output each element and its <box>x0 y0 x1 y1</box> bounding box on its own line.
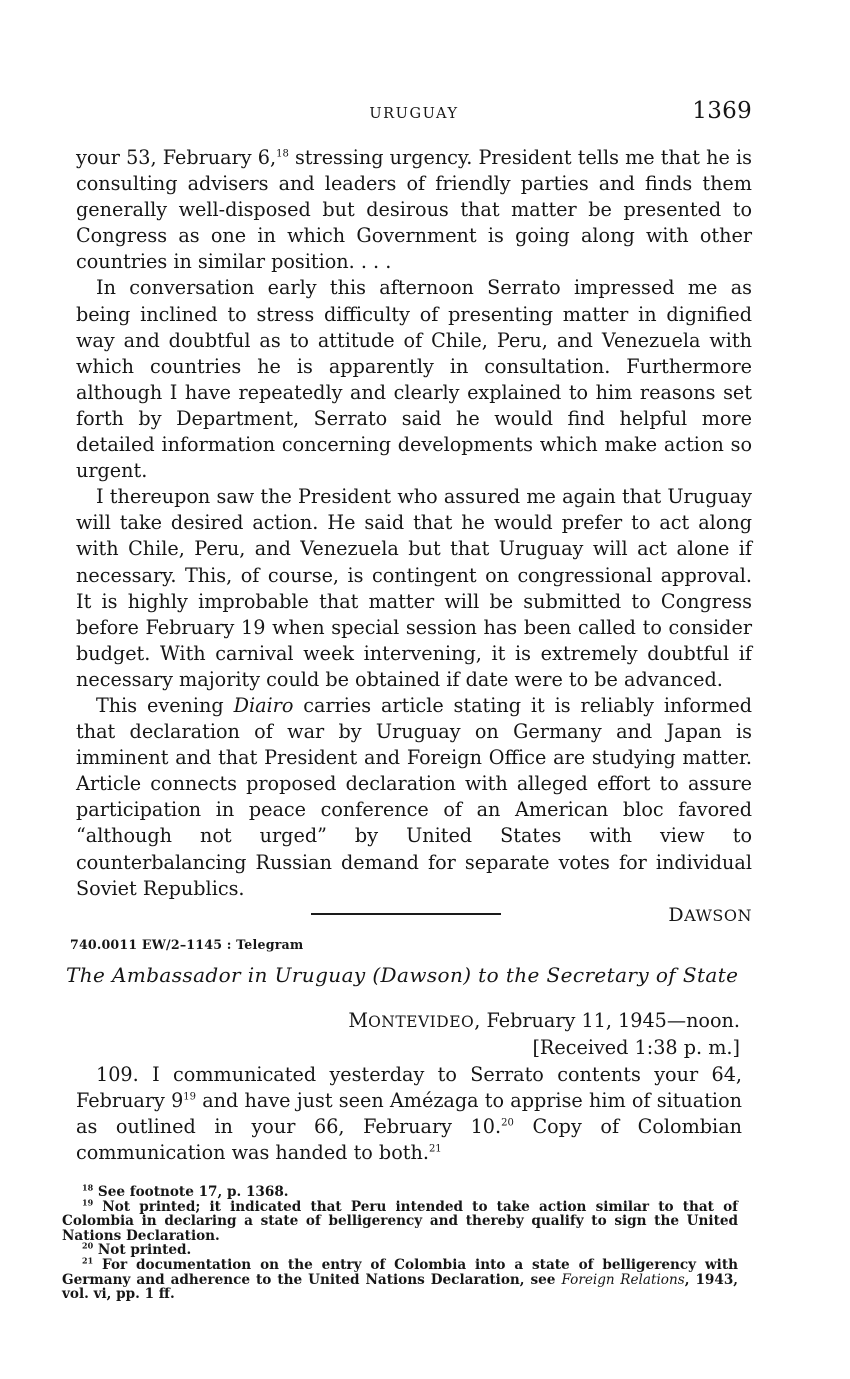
footnote-ref-19: 19 <box>183 1091 197 1103</box>
footnote-18-text: See footnote 17, p. 1368. <box>97 1184 289 1200</box>
footnote-19-text: Not printed; it indicated that Peru intended to take action similar to that of Colombia in declaring a state of belligerency and thereby qualify to sign the United Nations Declaration. <box>62 1198 738 1244</box>
paragraph-3: I thereupon saw the President who assured me again that Uruguay will take desired action. He said that he would prefer to act along with Chile, Peru, and Venezuela but that Uruguay will act alone if necessary. This, of course, is contingent on congressional approval. It is highly improbable that matter will be submitted to Congress before February 19 when special session has been called to consider budget. With carnival week intervening, it is extremely doubtful if necessary majority could be obtained if date were to be advanced. <box>76 485 752 691</box>
footnote-18 <box>62 1182 738 1200</box>
paragraph-4-text-b: carries article stating it is reliably informed that declaration of war by Uruguay on Germany and Japan is imminent and that President and Foreign Office are studying matter. Article connects proposed declaration with alleged effort to assure participation in peace conference of an American bloc favored “although not urged” by United States with view to counterbalancing Russian demand for separate votes for individual Soviet Republics. <box>76 693 752 900</box>
paragraph-1-text-a: your 53, February 6, <box>76 146 277 169</box>
section-divider <box>311 913 501 915</box>
paragraph-1 <box>76 145 752 275</box>
telegram-heading: The Ambassador in Uruguay (Dawson) to the Secretary of State <box>66 963 739 987</box>
footnote-ref-18: 18 <box>276 148 289 160</box>
running-head <box>76 98 752 132</box>
footnote-21 <box>62 1255 739 1303</box>
footnote-ref-20: 20 <box>501 1117 514 1129</box>
footnote-19-number: 19 <box>82 1197 94 1208</box>
dateline-city-rest: ONTEVIDEO <box>368 1013 475 1031</box>
footnote-ref-21: 21 <box>428 1143 442 1155</box>
footnote-20-text: Not printed. <box>97 1242 192 1259</box>
page-number: 1369 <box>692 98 752 124</box>
running-head-title: URUGUAY <box>369 106 459 122</box>
footnote-19 <box>62 1197 738 1244</box>
footnote-20 <box>62 1240 738 1259</box>
telegram-2-text-c: Copy of Colombian communication was handed to both. <box>76 1115 742 1165</box>
signature-initial: D <box>668 903 685 926</box>
telegram-1-body <box>76 145 752 929</box>
footnote-20-number: 20 <box>82 1240 94 1251</box>
dateline <box>348 1008 740 1061</box>
dateline-date: , February 11, 1945—noon. <box>474 1009 740 1032</box>
telegram-2-text-a: 109. I communicated yesterday to Serrato contents your 64, February 9 <box>76 1063 742 1113</box>
signature-rest: AWSON <box>684 905 752 925</box>
dateline-place-date <box>348 1008 740 1035</box>
dateline-received: [Received 1:38 p. m.] <box>532 1036 740 1059</box>
paragraph-4-text-a: This evening <box>96 693 234 717</box>
footnote-21-publication: Foreign Relations <box>561 1271 685 1288</box>
file-code: 740.0011 EW/2–1145 : Telegram <box>70 937 304 952</box>
paragraph-4 <box>76 693 752 902</box>
footnote-21-number: 21 <box>82 1255 94 1266</box>
paragraph-1-text-b: stressing urgency. President tells me that he is consulting advisers and leaders of friendly parties and finds them generally well-disposed but desirous that matter be presented to Congress as one in which Government is going along with other countries in similar position. . . . <box>76 146 752 274</box>
telegram-2-paragraph <box>76 1062 742 1166</box>
footnote-21-tail: , 1943, vol. vi, pp. 1 ff. <box>62 1271 739 1303</box>
telegram-2-body <box>76 1062 742 1166</box>
signature <box>76 902 752 929</box>
footnotes <box>62 1182 739 1303</box>
footnote-21-text: For documentation on the entry of Colombia into a state of belligerency with Germany and adherence to the United Nations Declaration, see <box>62 1256 738 1288</box>
newspaper-name: Diairo <box>233 693 294 717</box>
paragraph-2: In conversation early this afternoon Serrato impressed me as being inclined to stress difficulty of presenting matter in dignified way and doubtful as to attitude of Chile, Peru, and Venezuela with which countries he is apparently in consultation. Furthermore although I have repeatedly and clearly explained to him reasons set forth by Department, Serrato said he would find helpful more detailed information concerning developments which make action so urgent. <box>76 276 752 483</box>
footnote-18-number: 18 <box>82 1182 94 1193</box>
dateline-city-initial: M <box>348 1009 369 1032</box>
telegram-2-text-b: and have just seen Amézaga to apprise him of situation as outlined in your 66, February 10. <box>76 1089 742 1139</box>
